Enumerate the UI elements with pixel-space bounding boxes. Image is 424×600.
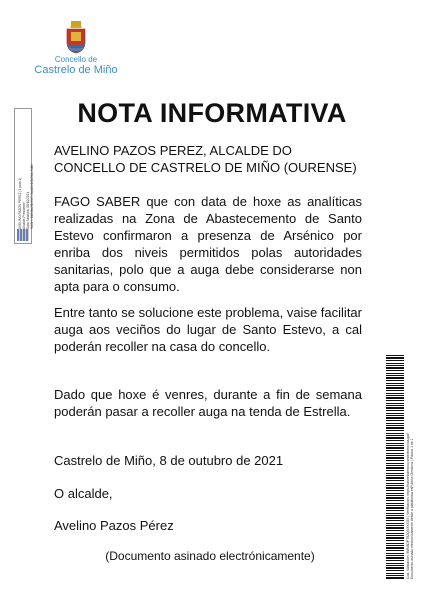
- paragraph-3: Dado que hoxe é venres, durante a fin de semana poderán pasar a recoller auga na tenda de Estrella.: [54, 387, 362, 419]
- stamp-qr-icon: [17, 229, 29, 241]
- municipal-logo: [28, 20, 124, 84]
- verification-text: Cod. Validación: 9MN3DPT9ZQXXXXXX | Verificación: https://castrelodemino.sedelectronica.gal/ Documento asinado electrónicamente desde a plataforma esPublico Gestiona | Páxina 1 de 1: [406, 433, 414, 579]
- barcode-icon: [386, 355, 404, 579]
- signatory-name: Avelino Pazos Pérez: [54, 518, 174, 533]
- page-title: NOTA INFORMATIVA: [77, 98, 347, 128]
- paragraph-2: Entre tanto se solucione este problema, vaise facilitar auga aos veciños do lugar de Santo Estevo, a cal poderán recoller na casa do concello.: [54, 305, 362, 354]
- coat-of-arms-icon: [65, 20, 87, 54]
- paragraph-1: FAGO SABER que con data de hoxe as analíticas realizadas na Zona de Abastecemento de Santo Estevo confirmaron a presenza de Arsénico por enriba dos niveis permitidos polas autoridades sanitarias, polo que a auga debe considerarse non apta para o consumo.: [54, 194, 362, 294]
- date-line: Castrelo de Miño, 8 de outubro de 2021: [54, 453, 284, 468]
- closing-line: O alcalde,: [54, 486, 113, 501]
- logo-text-top: Concello de: [54, 55, 98, 64]
- logo-text-bottom: Castrelo de Miño: [34, 64, 118, 76]
- signature-stamp-text: AVELINO PAZOS PEREZ (1 para 1) Alcalde-Presidente Data Sinatura: 08/10/2021 HASH: 5d6c8a2f1e9b7c3a4d0e1f2a3b4c5d6e: [18, 163, 34, 229]
- signature-note: (Documento asinado electrónicamente): [105, 549, 315, 563]
- issuer-line: AVELINO PAZOS PEREZ, ALCALDE DO CONCELLO DE CASTRELO DE MIÑO (OURENSE): [54, 143, 357, 175]
